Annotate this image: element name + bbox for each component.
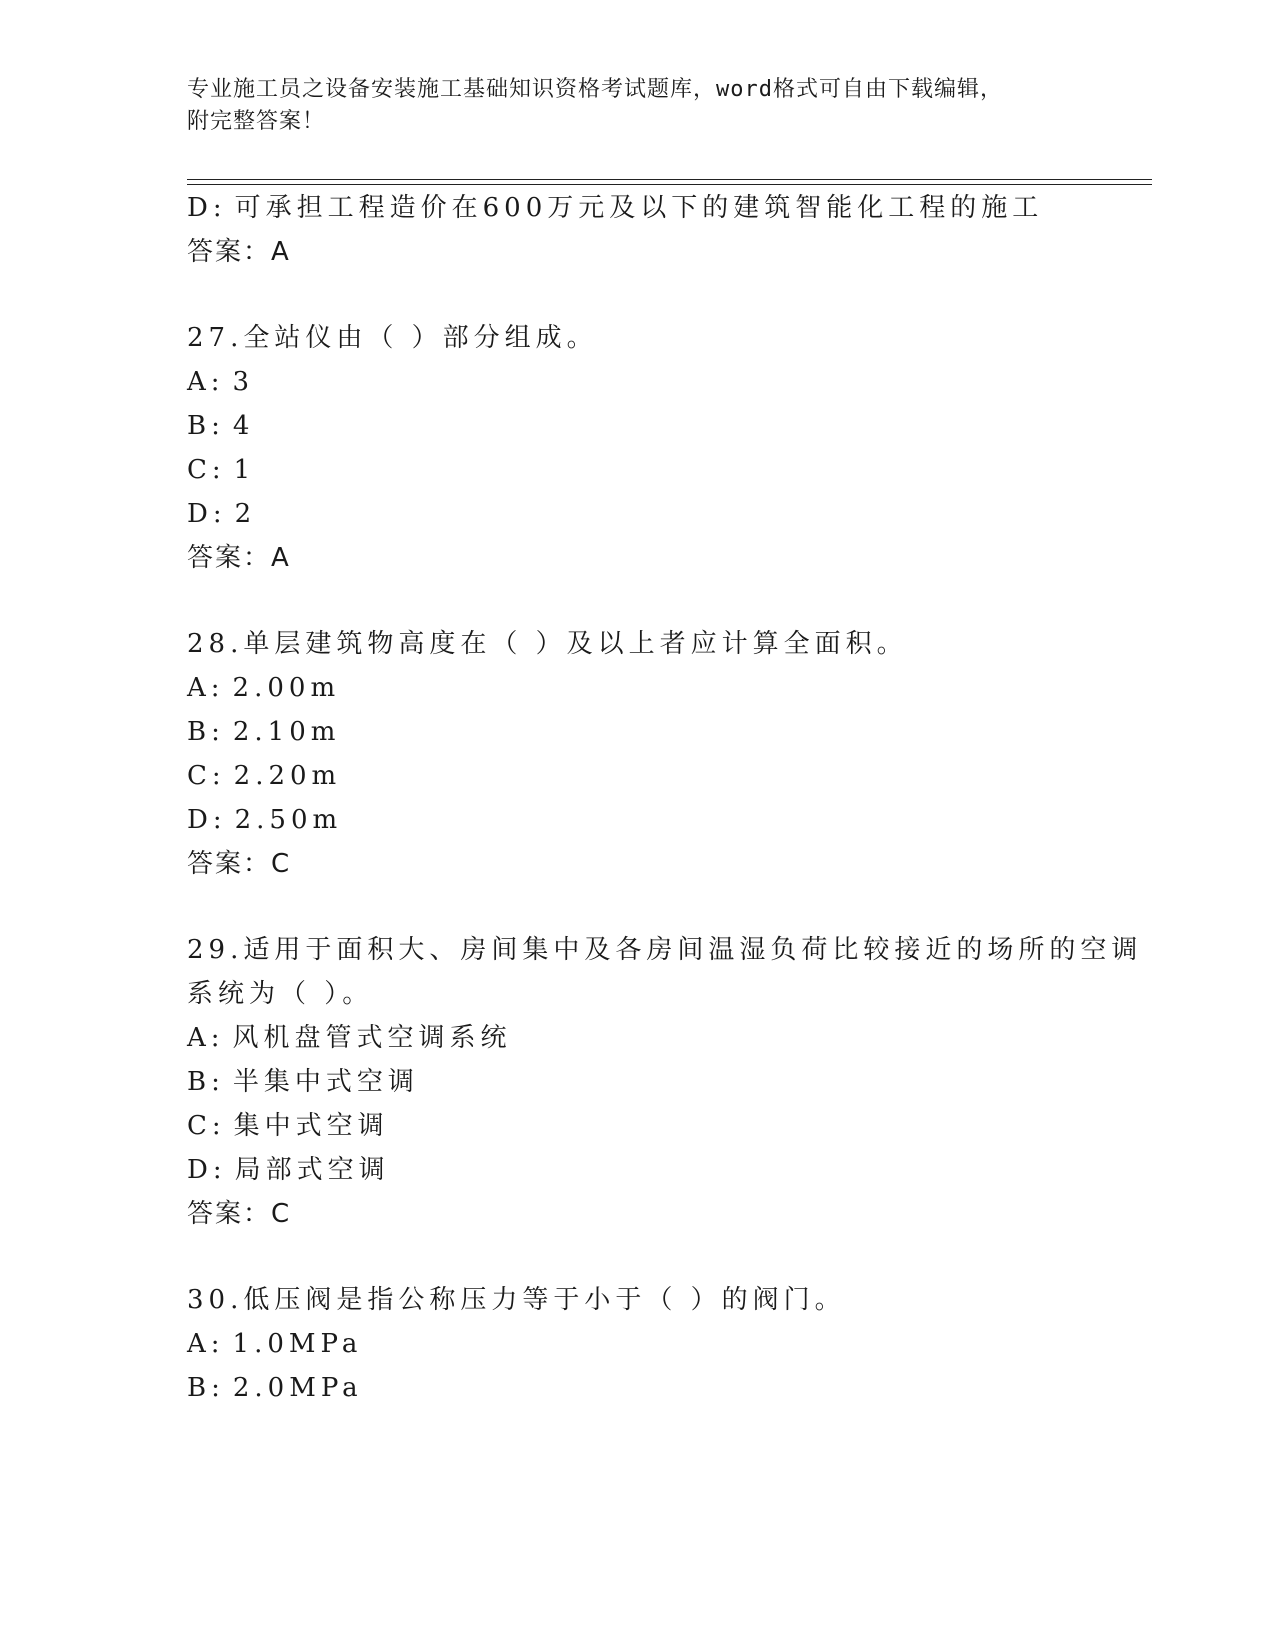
option-text: 可承担工程造价在600万元及以下的建筑智能化工程的施工 xyxy=(234,193,1044,223)
option-label: B: xyxy=(187,1067,225,1097)
option-text: 集中式空调 xyxy=(233,1111,389,1141)
option-line xyxy=(187,1154,390,1186)
option-text: 局部式空调 xyxy=(234,1155,390,1185)
option-text: 4 xyxy=(232,411,255,441)
option-label: C: xyxy=(187,761,226,791)
option-text: 2.50m xyxy=(234,805,343,835)
question-stem-continuation: 系统为（ ）。 xyxy=(187,979,374,1009)
option-line xyxy=(187,192,1043,224)
option-line xyxy=(187,498,256,530)
answer-line: 答案：A xyxy=(187,543,291,573)
option-text: 2 xyxy=(234,499,257,529)
option-line xyxy=(187,716,340,748)
option-label: A: xyxy=(187,1329,225,1359)
document-header xyxy=(187,74,1087,138)
option-line xyxy=(187,1066,419,1098)
option-line xyxy=(187,454,255,486)
option-text: 2.00m xyxy=(232,673,341,703)
option-label: D: xyxy=(187,193,227,223)
header-line-2: 附完整答案！ xyxy=(187,109,326,134)
option-label: A: xyxy=(187,367,225,397)
answer-line: 答案：A xyxy=(187,237,291,267)
option-label: A: xyxy=(187,673,225,703)
option-text: 2.20m xyxy=(233,761,342,791)
option-line xyxy=(187,366,254,398)
option-text: 风机盘管式空调系统 xyxy=(232,1023,512,1053)
option-text: 3 xyxy=(232,367,255,397)
answer-line: 答案：C xyxy=(187,849,292,879)
option-label: C: xyxy=(187,1111,226,1141)
header-divider-top xyxy=(187,179,1152,180)
option-text: 1 xyxy=(233,455,256,485)
option-text: 1.0MPa xyxy=(232,1329,363,1359)
option-label: B: xyxy=(187,411,225,441)
option-label: D: xyxy=(187,805,227,835)
option-text: 半集中式空调 xyxy=(232,1067,419,1097)
option-line xyxy=(187,804,342,836)
option-line xyxy=(187,1328,362,1360)
option-text: 2.0MPa xyxy=(232,1373,363,1403)
header-divider-bottom xyxy=(187,184,1152,185)
option-label: D: xyxy=(187,499,227,529)
option-line xyxy=(187,1372,363,1404)
option-line xyxy=(187,1110,389,1142)
question-stem: 27.全站仪由（ ）部分组成。 xyxy=(187,323,598,353)
option-line xyxy=(187,760,341,792)
option-line xyxy=(187,410,254,442)
option-line xyxy=(187,1022,512,1054)
option-label: C: xyxy=(187,455,226,485)
option-label: B: xyxy=(187,717,225,747)
question-stem: 29.适用于面积大、房间集中及各房间温湿负荷比较接近的场所的空调 xyxy=(187,935,1143,965)
option-line xyxy=(187,672,340,704)
option-label: B: xyxy=(187,1373,225,1403)
answer-line: 答案：C xyxy=(187,1199,292,1229)
header-line-1: 专业施工员之设备安装施工基础知识资格考试题库，word格式可自由下载编辑， xyxy=(187,77,1003,102)
option-label: A: xyxy=(187,1023,225,1053)
question-stem: 28.单层建筑物高度在（ ）及以上者应计算全面积。 xyxy=(187,629,908,659)
question-stem: 30.低压阀是指公称压力等于小于（ ）的阀门。 xyxy=(187,1285,846,1315)
option-text: 2.10m xyxy=(232,717,341,747)
option-label: D: xyxy=(187,1155,227,1185)
